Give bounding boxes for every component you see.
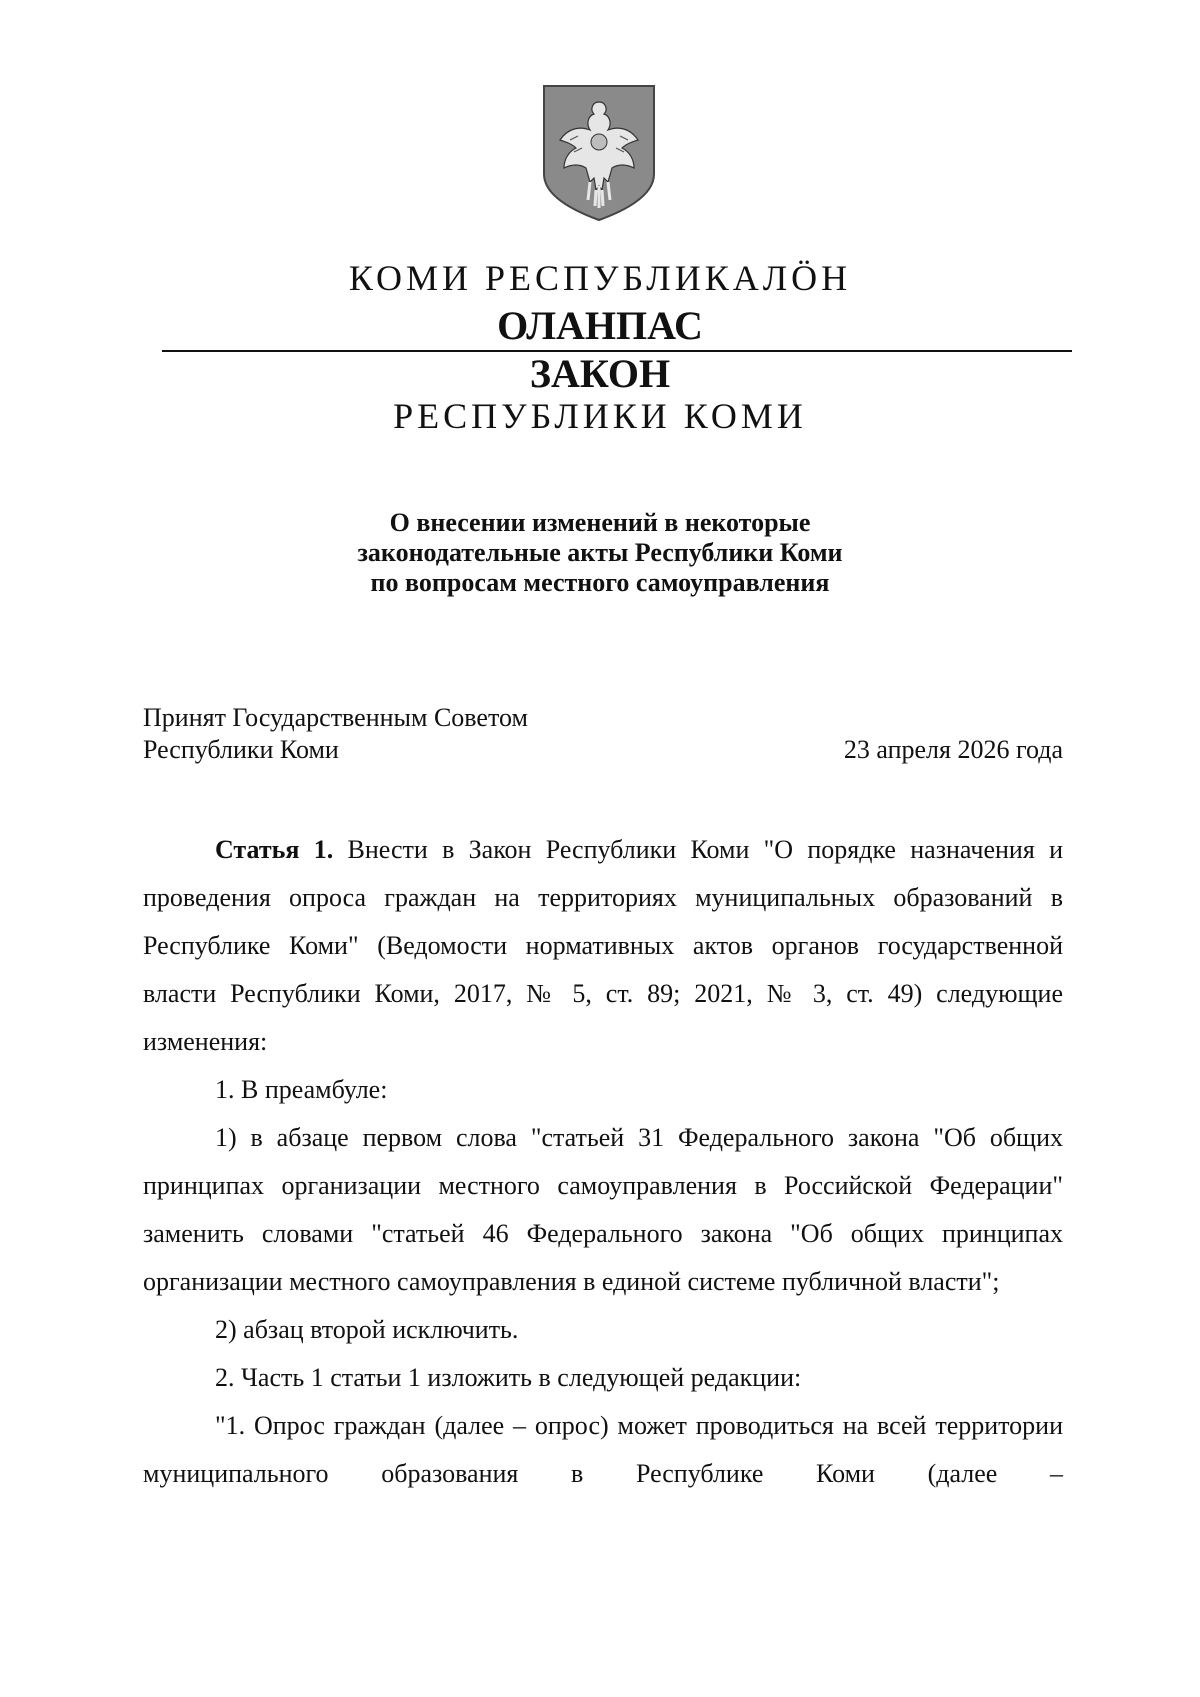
- article-intro: [143, 826, 1063, 1066]
- header-republic-line: РЕСПУБЛИКИ КОМИ: [393, 396, 807, 436]
- adoption-date: 23 апреля 2026 года: [843, 735, 1063, 764]
- article-heading: Статья 1.: [215, 835, 334, 864]
- law-title-line: законодательные акты Республики Коми: [357, 538, 843, 567]
- header-olanpas: ОЛАНПАС: [497, 303, 703, 348]
- adoption-line: Принят Государственным Советом: [143, 703, 528, 732]
- header-zakon: ЗАКОН: [529, 351, 671, 396]
- item-1: 1. В преамбуле:: [215, 1075, 388, 1104]
- article-intro-text: Внести в Закон Республики Коми "О порядке назначения и проведения опроса граждан на территориях муниципальных образований в Республике Коми" (Ведомости нормативных актов органов государственной власти Республики Коми, 2017, № 5, ст. 89; 2021, № 3, ст. 49) следующие изменения:: [143, 835, 1064, 1056]
- quoted-text: "1. Опрос граждан (далее – опрос) может проводиться на всей территории муниципального образования в Республике Коми (далее –: [143, 1411, 1063, 1488]
- law-title: [0, 508, 1200, 598]
- article-body: [143, 826, 1063, 1498]
- law-title-line: по вопросам местного самоуправления: [370, 568, 830, 597]
- law-title-line: О внесении изменений в некоторые: [389, 508, 811, 537]
- subitem-2: 2) абзац второй исключить.: [215, 1315, 519, 1344]
- subitem-1: 1) в абзаце первом слова "статьей 31 Федерального закона "Об общих принципах организации местного самоуправления в Российской Федерации" заменить словами "статьей 46 Федерального закона "Об общих принципах организации местного самоуправления в единой системе публичной власти";: [143, 1123, 1063, 1296]
- item-2: 2. Часть 1 статьи 1 изложить в следующей редакции:: [215, 1363, 802, 1392]
- adoption-row: [143, 734, 1063, 766]
- adoption-line: Республики Коми: [143, 735, 339, 764]
- header-komi-line: КОМИ РЕСПУБЛИКАЛÖН: [348, 258, 852, 298]
- adoption-block: [143, 702, 1063, 766]
- coat-of-arms-icon: [540, 82, 658, 222]
